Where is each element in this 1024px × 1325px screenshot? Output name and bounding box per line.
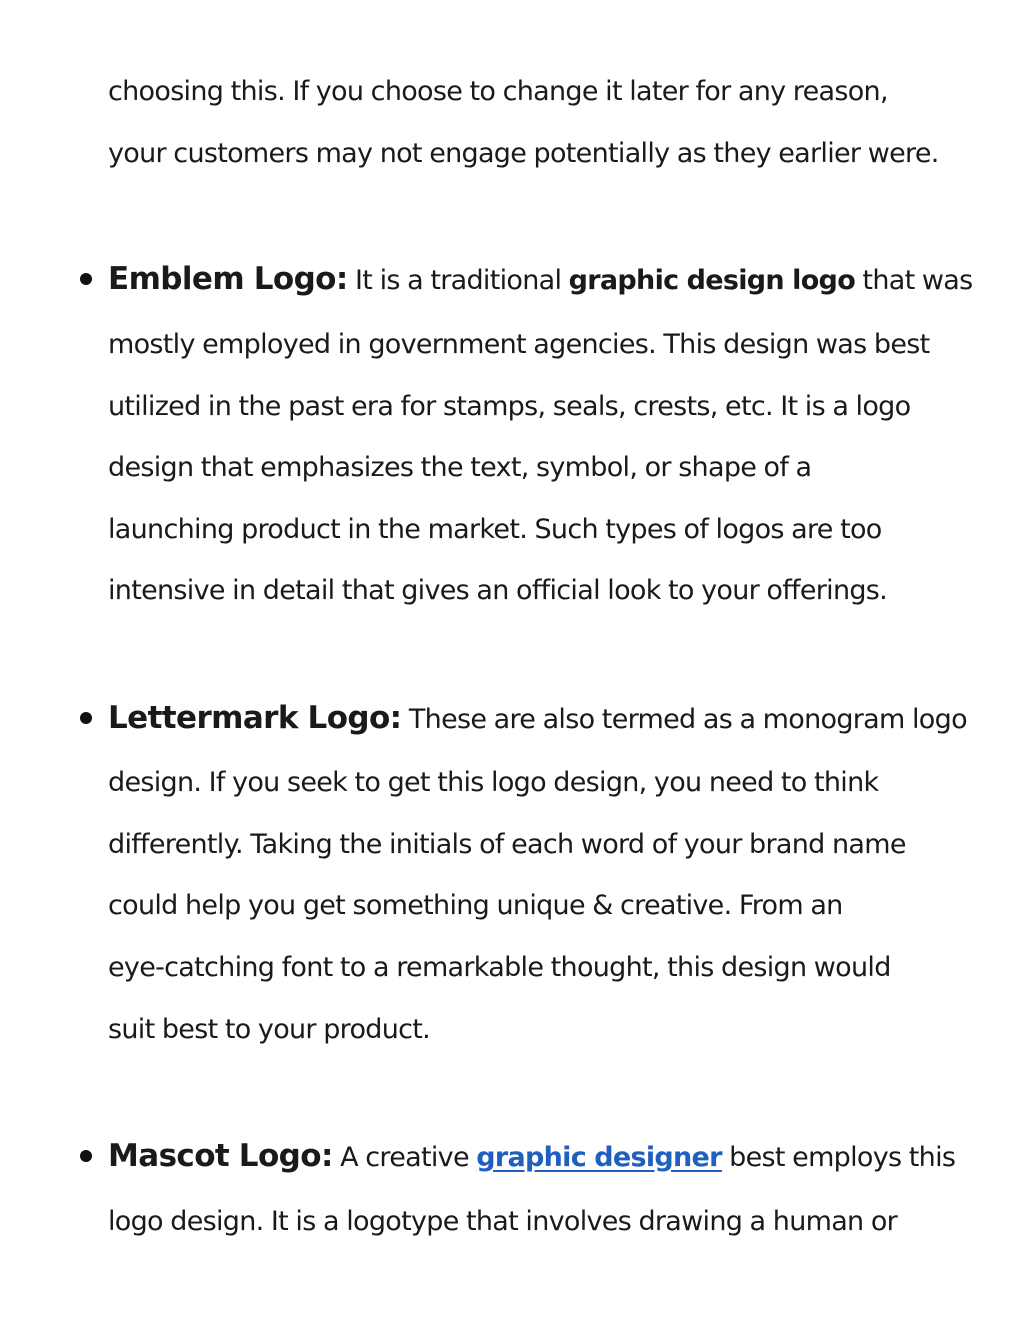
list-item-lettermark-first-line — [108, 700, 967, 738]
item-text: A creative — [332, 1142, 477, 1173]
term-mascot-logo: Mascot Logo: — [108, 1138, 333, 1174]
paragraph-line: intensive in detail that gives an official look to your offerings. — [108, 575, 888, 606]
paragraph-line: suit best to your product. — [108, 1014, 431, 1045]
list-item-emblem-first-line — [108, 261, 972, 299]
paragraph-line: design that emphasizes the text, symbol, or shape of a — [108, 452, 812, 483]
paragraph-line: eye-catching font to a remarkable thought, this design would — [108, 952, 891, 983]
item-text: that was — [855, 265, 973, 296]
paragraph-line: your customers may not engage potentially as they earlier were. — [108, 138, 939, 169]
term-emblem-logo: Emblem Logo: — [108, 261, 348, 297]
item-text: best employs this — [721, 1142, 956, 1173]
bullet-dot — [80, 273, 92, 285]
list-item-mascot-first-line — [108, 1138, 955, 1176]
paragraph-line: mostly employed in government agencies. This design was best — [108, 329, 930, 360]
paragraph-line: design. If you seek to get this logo design, you need to think — [108, 767, 879, 798]
bullet-dot — [80, 712, 92, 724]
link-text[interactable]: graphic designe — [476, 1142, 710, 1173]
graphic-designer-link[interactable] — [476, 1142, 722, 1173]
bullet-dot — [80, 1150, 92, 1162]
bold-phrase: graphic design logo — [568, 265, 856, 296]
paragraph-line: logo design. It is a logotype that involves drawing a human or — [108, 1206, 898, 1237]
paragraph-line: choosing this. If you choose to change it later for any reason, — [108, 76, 888, 107]
term-lettermark-logo: Lettermark Logo: — [108, 700, 402, 736]
paragraph-line: utilized in the past era for stamps, seals, crests, etc. It is a logo — [108, 391, 911, 422]
paragraph-line: launching product in the market. Such types of logos are too — [108, 514, 882, 545]
item-text: These are also termed as a monogram logo — [401, 704, 967, 735]
item-text: It is a traditional — [347, 265, 569, 296]
paragraph-line: differently. Taking the initials of each word of your brand name — [108, 829, 906, 860]
link-text-tail[interactable]: r — [709, 1142, 722, 1173]
paragraph-line: could help you get something unique & creative. From an — [108, 890, 843, 921]
